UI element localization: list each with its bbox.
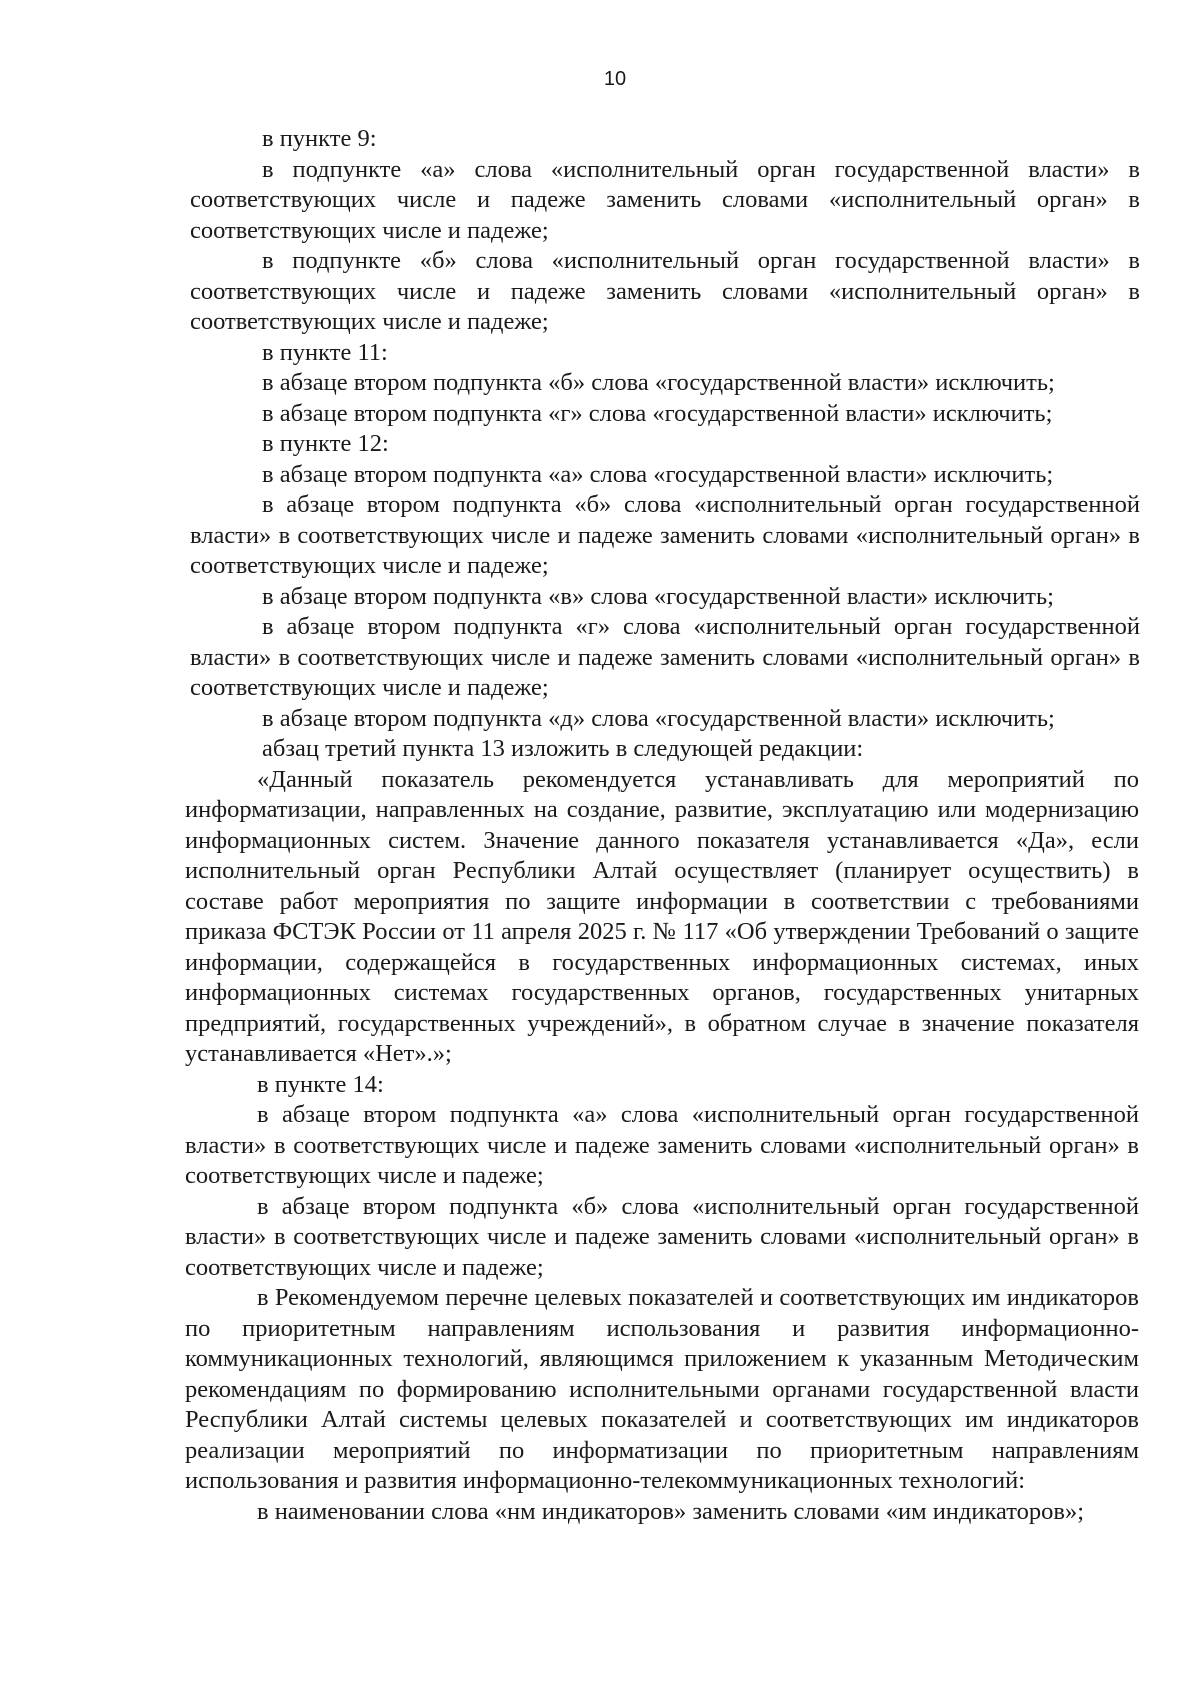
paragraph-punkt-14-a: в абзаце втором подпункта «а» слова «исполнительный орган государственной власти» в соответствующих числе и падеже заменить словами «исполнительный орган» в соответствующих числе и падеже; xyxy=(185,1101,1139,1189)
paragraph-punkt-9: в пункте 9: xyxy=(262,125,377,152)
paragraph-punkt-12-b: в абзаце втором подпункта «б» слова «исполнительный орган государственной власти» в соответствующих числе и падеже заменить словами «исполнительный орган» в соответствующих числе и падеже; xyxy=(190,491,1140,579)
paragraph-punkt-12: в пункте 12: xyxy=(262,430,389,457)
document-body xyxy=(185,124,1140,1527)
paragraph-punkt-12-v: в абзаце втором подпункта «в» слова «государственной власти» исключить; xyxy=(262,582,1054,610)
paragraph-punkt-12-d: в абзаце втором подпункта «д» слова «государственной власти» исключить; xyxy=(262,704,1055,732)
paragraph-punkt-13-quote: «Данный показатель рекомендуется устанавливать для мероприятий по информатизации, направленных на создание, развитие, эксплуатацию или модернизацию информационных систем. Значение данного показателя устанавливается «Да», если исполнительный орган Республики Алтай осуществляет (планирует осуществить) в составе работ мероприятия по защите информации в соответствии с требованиями приказа ФСТЭК России от 11 апреля 2025 г. № 117 «Об утверждении Требований о защите информации, содержащейся в государственных информационных системах, иных информационных системах государственных органов, государственных унитарных предприятий, государственных учреждений», в обратном случае в значение показателя устанавливается «Нет».»; xyxy=(185,765,1139,1067)
paragraph-punkt-11-b: в абзаце втором подпункта «б» слова «государственной власти» исключить; xyxy=(262,369,1055,396)
paragraph-punkt-9-b: в подпункте «б» слова «исполнительный орган государственной власти» в соответствующих числе и падеже заменить словами «исполнительный орган» в соответствующих числе и падеже; xyxy=(190,247,1140,335)
paragraph-punkt-14-b: в абзаце втором подпункта «б» слова «исполнительный орган государственной власти» в соответствующих числе и падеже заменить словами «исполнительный орган» в соответствующих числе и падеже; xyxy=(185,1192,1139,1281)
page-number: 10 xyxy=(603,68,627,90)
paragraph-punkt-9-a: в подпункте «а» слова «исполнительный орган государственной власти» в соответствующих числе и падеже заменить словами «исполнительный орган» в соответствующих числе и падеже; xyxy=(190,155,1140,244)
paragraph-punkt-14: в пункте 14: xyxy=(257,1070,384,1098)
paragraph-appendix-list: в Рекомендуемом перечне целевых показателей и соответствующих им индикаторов по приоритетным направлениям использования и развития информационно-коммуникационных технологий, являющимся приложением к указанным Методическим рекомендациям по формированию исполнительными органами государственной власти Республики Алтай системы целевых показателей и соответствующих им индикаторов реализации мероприятий по информатизации по приоритетным направлениям использования и развития информационно-телекоммуникационных технологий: xyxy=(185,1284,1139,1494)
paragraph-appendix-title: в наименовании слова «нм индикаторов» заменить словами «им индикаторов»; xyxy=(257,1497,1085,1525)
paragraph-punkt-12-a: в абзаце втором подпункта «а» слова «государственной власти» исключить; xyxy=(262,460,1054,488)
paragraph-punkt-11-g: в абзаце втором подпункта «г» слова «государственной власти» исключить; xyxy=(262,399,1053,427)
paragraph-punkt-11: в пункте 11: xyxy=(262,338,388,366)
paragraph-punkt-12-g: в абзаце втором подпункта «г» слова «исполнительный орган государственной власти» в соответствующих числе и падеже заменить словами «исполнительный орган» в соответствующих числе и падеже; xyxy=(190,613,1140,701)
paragraph-punkt-13: абзац третий пункта 13 изложить в следующей редакции: xyxy=(262,735,864,762)
